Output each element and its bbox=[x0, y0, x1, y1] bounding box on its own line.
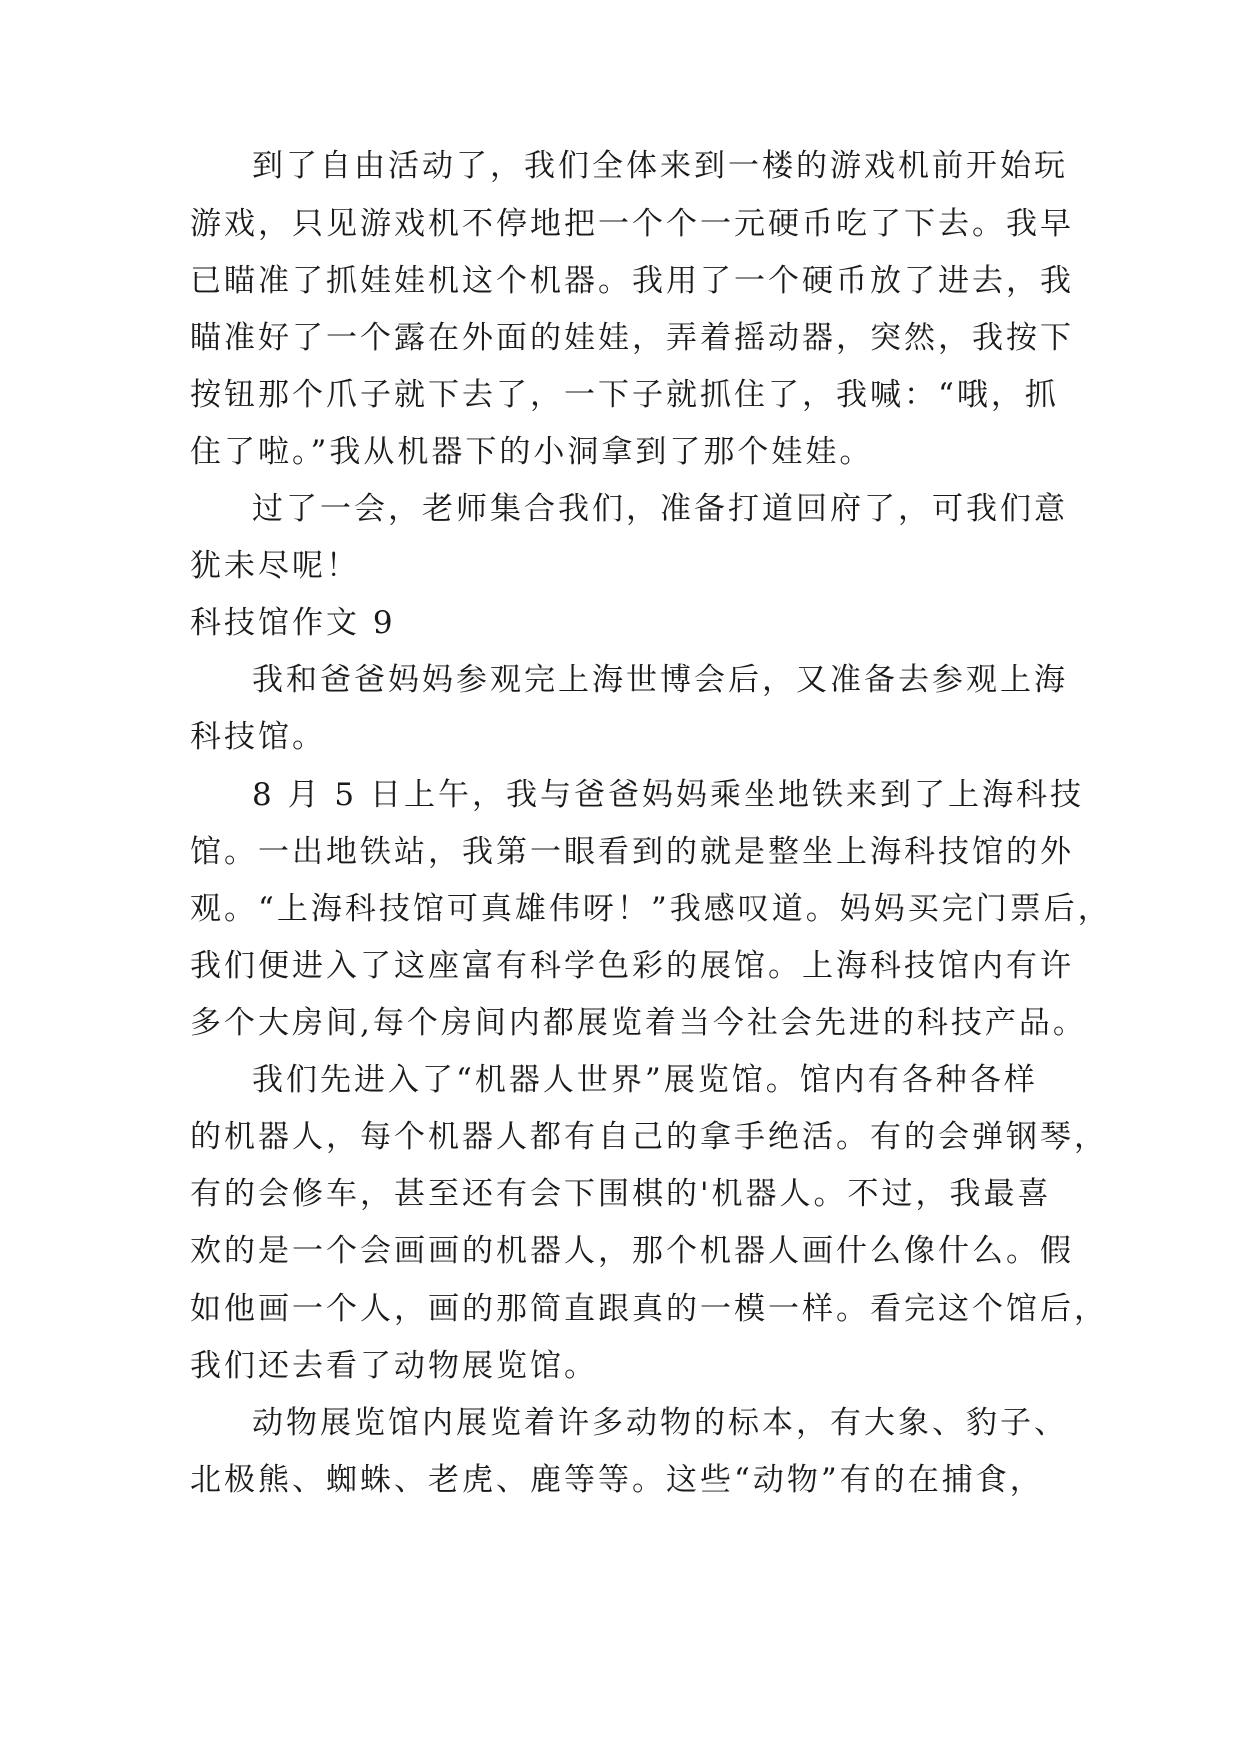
text-line: 有的会修车，甚至还有会下围棋的'机器人。不过，我最喜 bbox=[190, 1176, 1052, 1212]
text-line: 馆。一出地铁站，我第一眼看到的就是整坐上海科技馆的外 bbox=[190, 834, 1074, 870]
text-line: 我们还去看了动物展览馆。 bbox=[190, 1348, 598, 1384]
text-line: 我们便进入了这座富有科学色彩的展馆。上海科技馆内有许 bbox=[190, 948, 1074, 984]
text-line: 到了自由活动了，我们全体来到一楼的游戏机前开始玩 bbox=[252, 148, 1068, 184]
text-line: 我和爸爸妈妈参观完上海世博会后，又准备去参观上海 bbox=[252, 662, 1068, 698]
text-line: 按钮那个爪子就下去了，一下子就抓住了，我喊：“哦，抓 bbox=[190, 377, 1059, 413]
text-line: 科技馆。 bbox=[190, 719, 326, 755]
text-line: 的机器人，每个机器人都有自己的拿手绝活。有的会弹钢琴， bbox=[190, 1119, 1108, 1155]
text-line: 多个大房间,每个房间内都展览着当今社会先进的科技产品。 bbox=[190, 1005, 1087, 1041]
text-line: 如他画一个人，画的那简直跟真的一模一样。看完这个馆后， bbox=[190, 1291, 1108, 1327]
text-line: 8 月 5 日上午，我与爸爸妈妈乘坐地铁来到了上海科技 bbox=[252, 777, 1085, 813]
text-line: 观。“上海科技馆可真雄伟呀！”我感叹道。妈妈买完门票后， bbox=[190, 891, 1112, 927]
text-line: 我们先进入了“机器人世界”展览馆。馆内有各种各样 bbox=[252, 1062, 1038, 1098]
text-line: 北极熊、蜘蛛、老虎、鹿等等。这些“动物”有的在捕食， bbox=[190, 1462, 1044, 1498]
text-line: 过了一会，老师集合我们，准备打道回府了，可我们意 bbox=[252, 491, 1068, 527]
text-line: 住了啦。”我从机器下的小洞拿到了那个娃娃。 bbox=[190, 434, 874, 470]
text-line: 游戏，只见游戏机不停地把一个个一元硬币吃了下去。我早 bbox=[190, 206, 1074, 242]
section-heading: 科技馆作文 9 bbox=[190, 605, 396, 641]
text-line: 已瞄准了抓娃娃机这个机器。我用了一个硬币放了进去，我 bbox=[190, 263, 1074, 299]
text-line: 瞄准好了一个露在外面的娃娃，弄着摇动器，突然，我按下 bbox=[190, 320, 1074, 356]
text-line: 动物展览馆内展览着许多动物的标本，有大象、豹子、 bbox=[252, 1405, 1068, 1441]
text-line: 欢的是一个会画画的机器人，那个机器人画什么像什么。假 bbox=[190, 1233, 1074, 1269]
text-line: 犹未尽呢！ bbox=[190, 548, 360, 584]
